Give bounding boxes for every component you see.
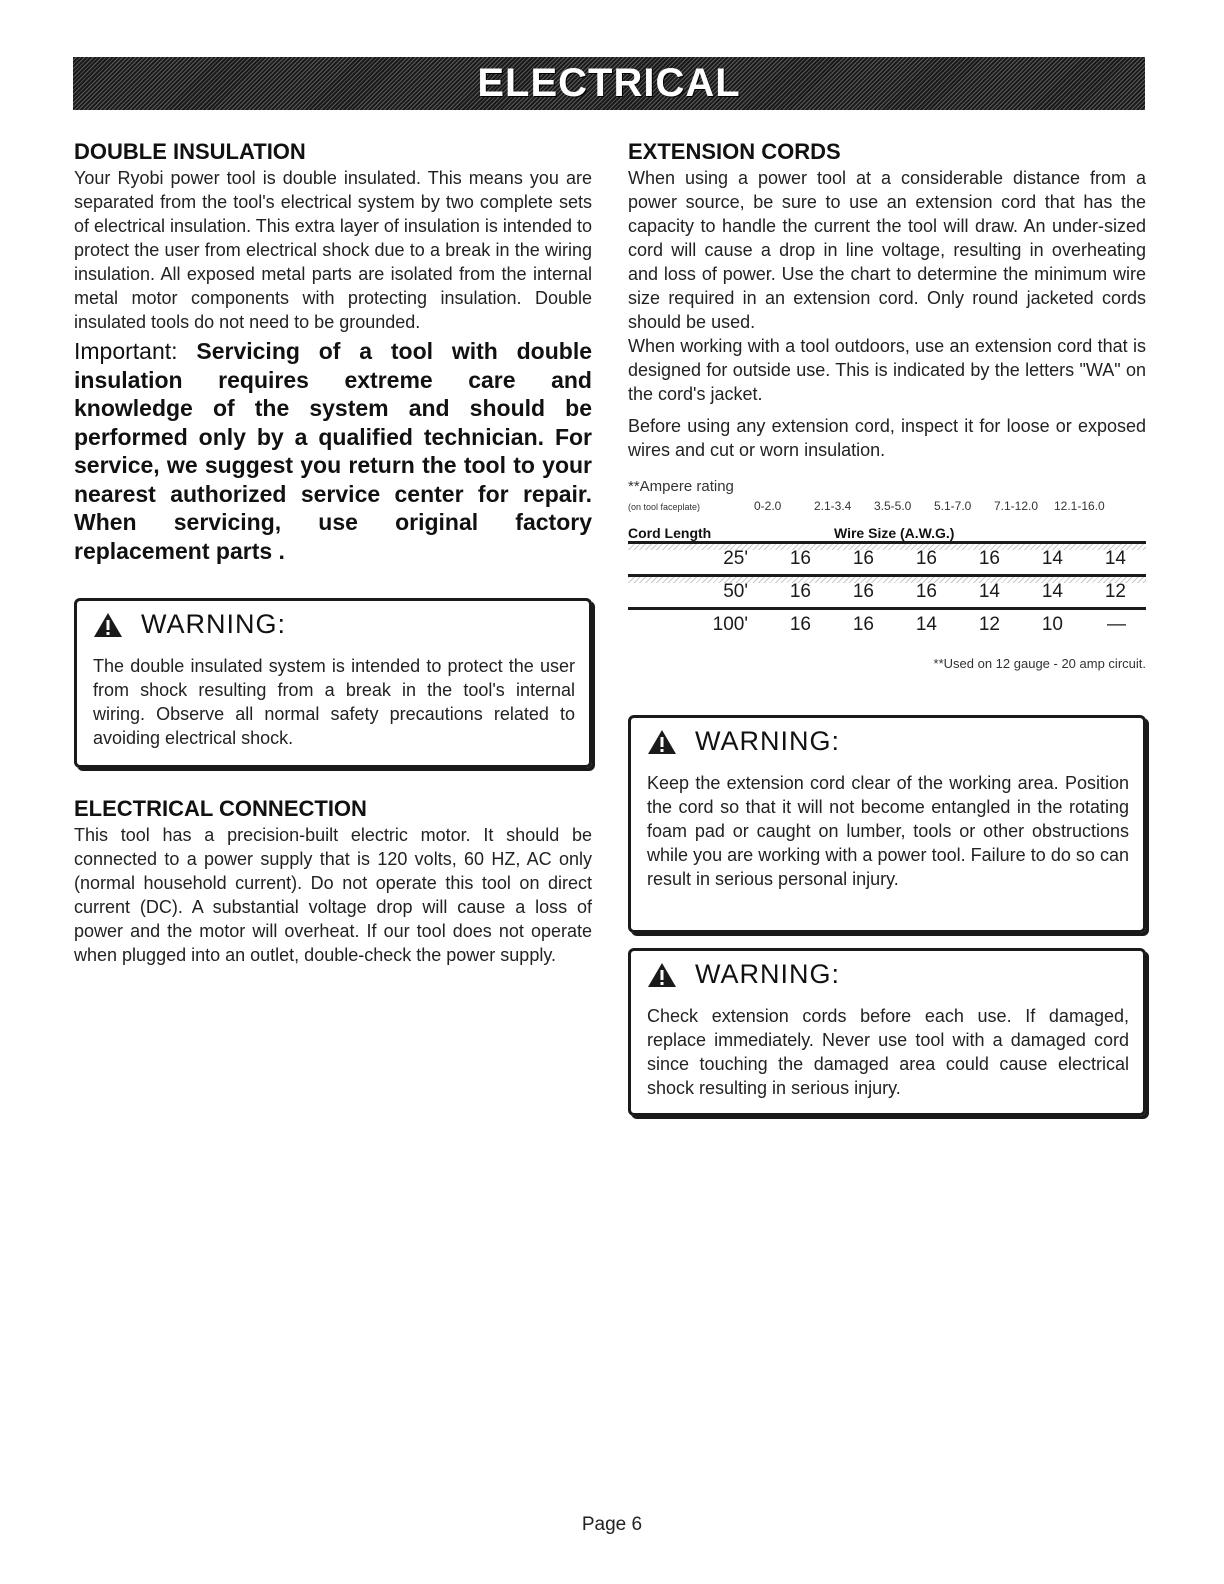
cord-length: 50' bbox=[723, 581, 748, 602]
wire-size-header: Wire Size (A.W.G.) bbox=[834, 525, 955, 541]
wire-size: 16 bbox=[852, 581, 874, 602]
wire-size: — bbox=[1107, 614, 1126, 635]
table-footnote: **Used on 12 gauge - 20 amp circuit. bbox=[933, 656, 1146, 671]
warning-title: WARNING: bbox=[695, 726, 840, 756]
cord-table bbox=[628, 478, 1146, 671]
extension-cords-para1: When using a power tool at a considerable distance from a power source, be sure to use an extension cord that has the capacity to handle the current the tool will draw. An under-sized cord will cause a drop in line voltage, resulting in overheating and loss of power. Use the chart to determine the minimum wire size required in an extension cord. Only round jacketed cords should be used. bbox=[628, 168, 1146, 332]
electrical-connection-heading: ELECTRICAL CONNECTION bbox=[74, 796, 367, 821]
important-notice bbox=[74, 337, 592, 565]
ampere-range: 12.1-16.0 bbox=[1054, 499, 1105, 513]
ampere-range: 5.1-7.0 bbox=[934, 499, 972, 513]
ampere-range: 7.1-12.0 bbox=[994, 499, 1039, 513]
ampere-range: 3.5-5.0 bbox=[874, 499, 912, 513]
cord-length: 100' bbox=[712, 614, 748, 635]
table-row bbox=[628, 574, 1146, 607]
left-column bbox=[74, 138, 592, 967]
important-label: Important: bbox=[74, 338, 178, 364]
table-header bbox=[628, 525, 1146, 541]
faceplate-note: (on tool faceplate) bbox=[628, 502, 701, 512]
ampere-ranges-row bbox=[628, 499, 1146, 513]
warning-triangle-icon bbox=[647, 962, 677, 988]
wire-size: 16 bbox=[789, 548, 811, 569]
warning-text: Check extension cords before each use. If damaged, replace immediately. Never use tool with a damaged cord since touching the damaged area could cause electrical shock resulting in serious injury. bbox=[647, 1006, 1129, 1098]
wire-size: 16 bbox=[789, 614, 811, 635]
warning-header bbox=[647, 726, 1129, 757]
wire-size: 10 bbox=[1041, 614, 1063, 635]
extension-cords-para2: When working with a tool outdoors, use an extension cord that is designed for outside use. This is indicated by the letters "WA" on the cord's jacket. bbox=[628, 336, 1146, 404]
section-banner bbox=[73, 57, 1145, 110]
warning-text: The double insulated system is intended to protect the user from shock resulting from a break in the tool's internal wiring. Observe all normal safety precautions related to avoiding electrical shock. bbox=[93, 656, 575, 748]
warning-triangle-icon bbox=[647, 729, 677, 755]
warning-triangle-icon bbox=[93, 612, 123, 638]
extension-cords-heading: EXTENSION CORDS bbox=[628, 139, 841, 164]
ampere-note: **Ampere rating bbox=[628, 478, 734, 495]
section-title: ELECTRICAL bbox=[477, 61, 741, 105]
wire-size: 16 bbox=[915, 581, 937, 602]
warning-title: WARNING: bbox=[141, 609, 286, 639]
important-text: Servicing of a tool with double insulation requires extreme care and knowledge of the system and should be performed only by a qualified technician. For service, we suggest you return the tool to your nearest authorized service center for repair. When servicing, use original factory replacement parts . bbox=[74, 338, 593, 564]
wire-size: 16 bbox=[915, 548, 937, 569]
ampere-range: 2.1-3.4 bbox=[814, 499, 852, 513]
warning-box-check-cords bbox=[628, 948, 1146, 1116]
table-row bbox=[628, 541, 1146, 574]
wire-size: 14 bbox=[915, 614, 937, 635]
wire-size: 16 bbox=[852, 548, 874, 569]
double-insulation-body: Your Ryobi power tool is double insulated. This means you are separated from the tool's electrical system by two complete sets of electrical insulation. This extra layer of insulation is intended to protect the user from electrical shock due to a break in the wiring insulation. All exposed metal parts are isolated from the internal metal motor components with protecting insulation. Double insulated tools do not need to be grounded. bbox=[74, 168, 592, 332]
warning-title: WARNING: bbox=[695, 959, 840, 989]
wire-size: 14 bbox=[978, 581, 1000, 602]
extension-cords-para3: Before using any extension cord, inspect it for loose or exposed wires and cut or worn insulation. bbox=[628, 416, 1146, 460]
warning-header bbox=[93, 609, 575, 640]
warning-header bbox=[647, 959, 1129, 990]
wire-size: 16 bbox=[978, 548, 1000, 569]
table-row bbox=[628, 607, 1146, 640]
wire-size: 16 bbox=[852, 614, 874, 635]
ampere-range: 0-2.0 bbox=[754, 499, 782, 513]
wire-size: 12 bbox=[1104, 581, 1126, 602]
warning-box-cord-clear bbox=[628, 715, 1146, 933]
wire-size: 16 bbox=[789, 581, 811, 602]
wire-size: 14 bbox=[1104, 548, 1126, 569]
page-number: Page 6 bbox=[581, 1514, 643, 1535]
double-insulation-heading: DOUBLE INSULATION bbox=[74, 139, 306, 164]
right-column bbox=[628, 138, 1146, 1116]
warning-box-insulation bbox=[74, 598, 592, 768]
warning-text: Keep the extension cord clear of the working area. Position the cord so that it will not become entangled in the rotating foam pad or caught on lumber, tools or other obstructions while you are working with a power tool. Failure to do so can result in serious personal injury. bbox=[647, 773, 1129, 889]
wire-size: 12 bbox=[978, 614, 1000, 635]
cord-length-header: Cord Length bbox=[628, 525, 712, 541]
electrical-connection-body: This tool has a precision-built electric motor. It should be connected to a power supply that is 120 volts, 60 HZ, AC only (normal household current). Do not operate this tool on direct current (DC). A substantial voltage drop will cause a loss of power and the motor will overheat. If our tool does not operate when plugged into an outlet, double-check the power supply. bbox=[74, 825, 592, 965]
wire-size: 14 bbox=[1041, 581, 1063, 602]
wire-size: 14 bbox=[1041, 548, 1063, 569]
cord-length: 25' bbox=[723, 548, 748, 569]
